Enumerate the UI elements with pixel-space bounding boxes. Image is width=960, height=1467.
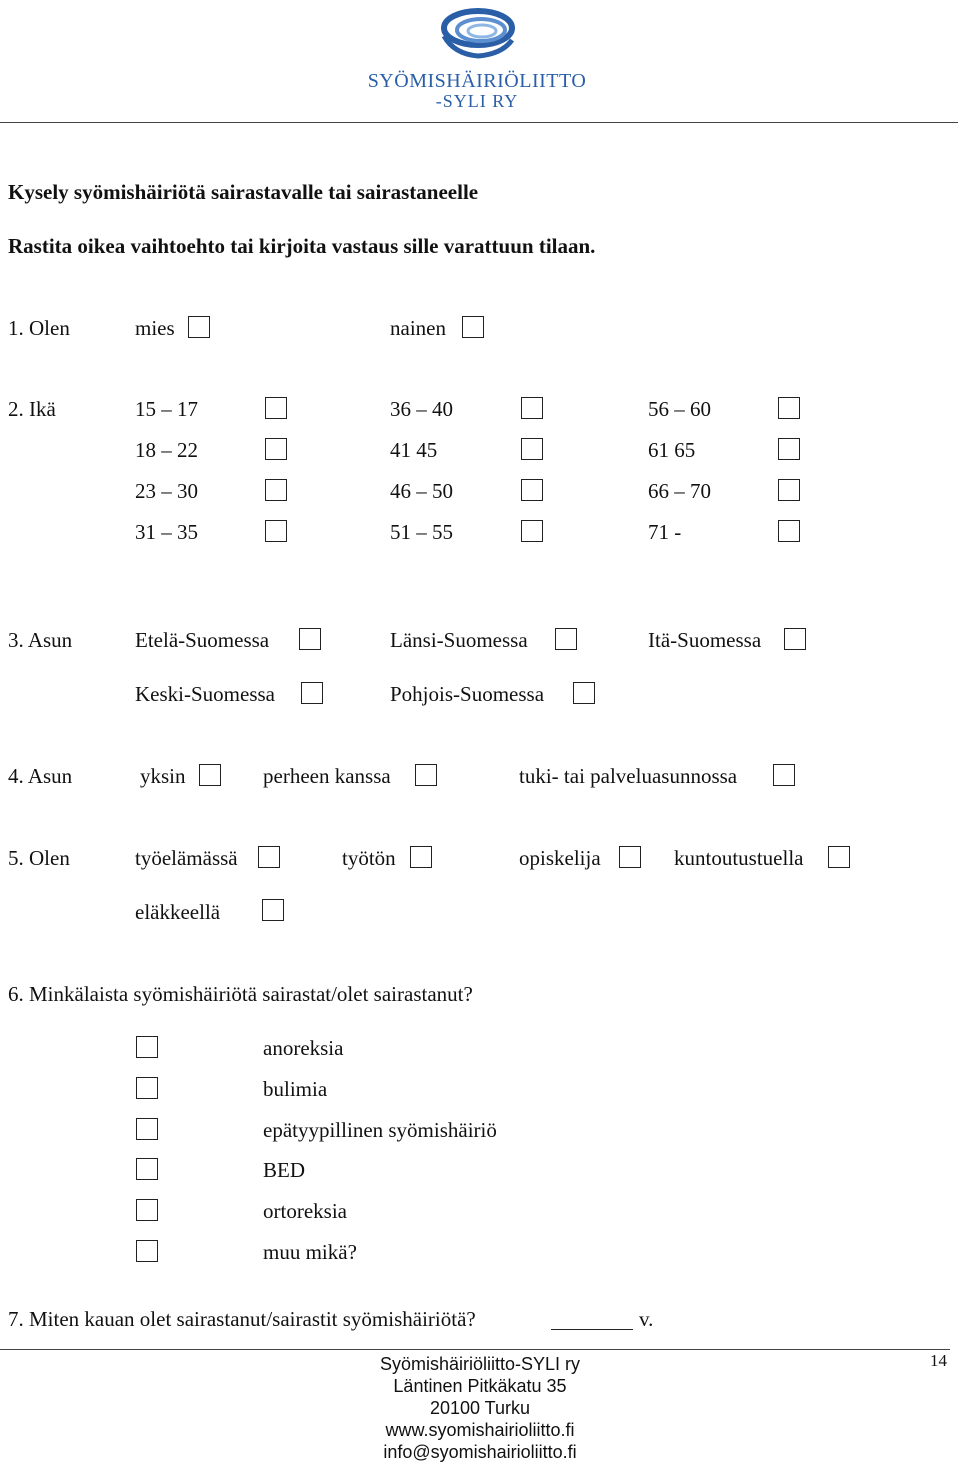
q2-option-label: 46 – 50: [390, 479, 453, 503]
q6-checkbox[interactable]: [136, 1036, 158, 1058]
q4-option-label: tuki- tai palveluasunnossa: [519, 764, 738, 788]
q1-nainen-checkbox[interactable]: [462, 316, 484, 338]
q6-option-label: ortoreksia: [263, 1199, 347, 1223]
q3-option-label: Keski-Suomessa: [135, 682, 275, 706]
q3-option-label: Itä-Suomessa: [648, 628, 762, 652]
q2-option-label: 56 – 60: [648, 397, 711, 421]
q2-option-label: 15 – 17: [135, 397, 198, 421]
q6-option-label: epätyypillinen syömishäiriö: [263, 1118, 497, 1142]
q2-option-label: 61 65: [648, 438, 696, 462]
q1-option-label: nainen: [390, 316, 446, 340]
q5-checkbox[interactable]: [828, 846, 850, 868]
q6-option-label: bulimia: [263, 1077, 328, 1101]
q6-option-label: muu mikä?: [263, 1240, 357, 1264]
logo-name: SYÖMISHÄIRIÖLIITTO: [367, 70, 587, 92]
footer-city: 20100 Turku: [429, 1398, 531, 1418]
q6-label: 6. Minkälaista syömishäiriötä sairastat/olet sairastanut?: [8, 982, 473, 1006]
q4-label: 4. Asun: [8, 764, 73, 788]
q2-option-label: 36 – 40: [390, 397, 453, 421]
q2-checkbox[interactable]: [778, 438, 800, 460]
q1-label: 1. Olen: [8, 316, 70, 340]
q4-checkbox[interactable]: [415, 764, 437, 786]
q2-checkbox[interactable]: [778, 397, 800, 419]
q7-answer-line[interactable]: [551, 1329, 633, 1330]
q6-checkbox[interactable]: [136, 1240, 158, 1262]
q1-option-label: mies: [135, 316, 175, 340]
footer-email-link[interactable]: info@syomishairioliitto.fi: [383, 1442, 577, 1462]
footer-street: Läntinen Pitkäkatu 35: [393, 1376, 567, 1396]
q6-option-label: BED: [263, 1158, 305, 1182]
q5-checkbox[interactable]: [410, 846, 432, 868]
q2-option-label: 18 – 22: [135, 438, 198, 462]
q2-option-label: 23 – 30: [135, 479, 198, 503]
q2-checkbox[interactable]: [265, 397, 287, 419]
q2-option-label: 31 – 35: [135, 520, 198, 544]
instructions: Rastita oikea vaihtoehto tai kirjoita vastaus sille varattuun tilaan.: [8, 234, 596, 258]
q5-checkbox[interactable]: [258, 846, 280, 868]
logo-rings-icon: [434, 6, 522, 62]
q3-checkbox[interactable]: [299, 628, 321, 650]
q2-label: 2. Ikä: [8, 397, 56, 421]
q5-label: 5. Olen: [8, 846, 70, 870]
page-number: 14: [930, 1351, 947, 1370]
q7-label: 7. Miten kauan olet sairastanut/sairastit syömishäiriötä?: [8, 1307, 476, 1331]
q4-checkbox[interactable]: [199, 764, 221, 786]
q2-option-label: 41 45: [390, 438, 438, 462]
q4-option-label: yksin: [140, 764, 186, 788]
q2-checkbox[interactable]: [521, 438, 543, 460]
q2-checkbox[interactable]: [265, 520, 287, 542]
q5-option-label: kuntoutustuella: [674, 846, 804, 870]
q2-checkbox[interactable]: [265, 438, 287, 460]
q2-option-label: 71 -: [648, 520, 682, 544]
q3-option-label: Pohjois-Suomessa: [390, 682, 545, 706]
q5-checkbox[interactable]: [262, 899, 284, 921]
q3-checkbox[interactable]: [573, 682, 595, 704]
q2-checkbox[interactable]: [521, 479, 543, 501]
page-title: Kysely syömishäiriötä sairastavalle tai sairastaneelle: [8, 180, 479, 204]
q6-checkbox[interactable]: [136, 1118, 158, 1140]
q5-option-label: työelämässä: [135, 846, 238, 870]
q2-checkbox[interactable]: [265, 479, 287, 501]
q2-checkbox[interactable]: [778, 479, 800, 501]
q4-option-label: perheen kanssa: [263, 764, 391, 788]
q2-option-label: 66 – 70: [648, 479, 711, 503]
q6-checkbox[interactable]: [136, 1199, 158, 1221]
q6-option-label: anoreksia: [263, 1036, 344, 1060]
q2-checkbox[interactable]: [521, 397, 543, 419]
q6-checkbox[interactable]: [136, 1158, 158, 1180]
q2-checkbox[interactable]: [521, 520, 543, 542]
q3-option-label: Länsi-Suomessa: [390, 628, 528, 652]
q2-checkbox[interactable]: [778, 520, 800, 542]
q5-option-label: opiskelija: [519, 846, 601, 870]
q3-label: 3. Asun: [8, 628, 73, 652]
q7-unit: v.: [639, 1307, 654, 1331]
footer-org: Syömishäiriöliitto-SYLI ry: [379, 1354, 581, 1374]
q2-option-label: 51 – 55: [390, 520, 453, 544]
q5-option-label: työtön: [342, 846, 396, 870]
q3-option-label: Etelä-Suomessa: [135, 628, 270, 652]
logo-subname: -SYLI RY: [435, 91, 519, 111]
footer-website-link[interactable]: www.syomishairioliitto.fi: [385, 1420, 575, 1440]
header-divider: [0, 122, 958, 123]
q3-checkbox[interactable]: [784, 628, 806, 650]
footer-divider: [0, 1349, 950, 1350]
q3-checkbox[interactable]: [301, 682, 323, 704]
q3-checkbox[interactable]: [555, 628, 577, 650]
q4-checkbox[interactable]: [773, 764, 795, 786]
q1-mies-checkbox[interactable]: [188, 316, 210, 338]
q6-checkbox[interactable]: [136, 1077, 158, 1099]
q5-checkbox[interactable]: [619, 846, 641, 868]
q5-option-label: eläkkeellä: [135, 900, 221, 924]
